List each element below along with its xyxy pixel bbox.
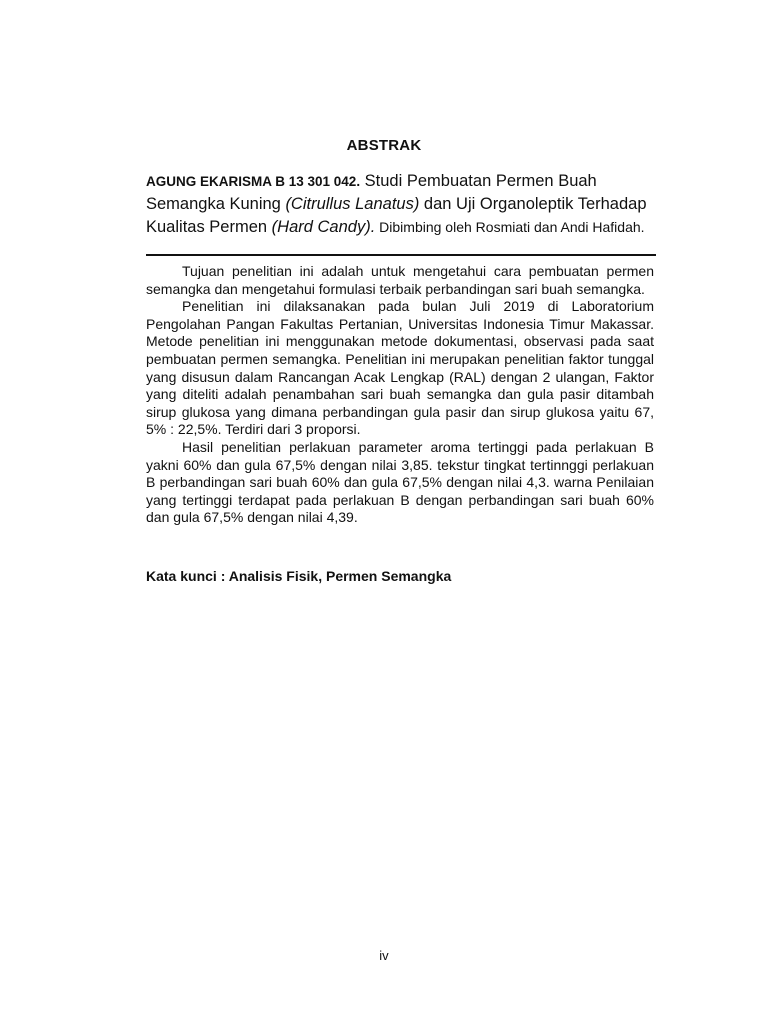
page-title: ABSTRAK xyxy=(346,137,422,154)
abstract-paragraph-results: Hasil penelitian perlakuan parameter aroma tertinggi pada perlakuan B yakni 60% dan gula 67,5% dengan nilai 3,85. tekstur tingkat tertinnggi perlakuan B perbandingan sari buah 60% dan gula 67,5% dengan nilai 4,3. warna Penilaian yang tertinggi terdapat pada perlakuan B dengan perbandingan sari buah 60% dan gula 67,5% dengan nilai 4,39. xyxy=(146,438,654,526)
abstract-paragraph-method: Penelitian ini dilaksanakan pada bulan Juli 2019 di Laboratorium Pengolahan Pangan Fakultas Pertanian, Universitas Indonesia Timur Makassar. Metode penelitian ini menggunakan metode dokumentasi, observasi pada saat pembuatan permen semangka. Penelitian ini merupakan penelitian faktor tunggal yang disusun dalam Rancangan Acak Lengkap (RAL) dengan 2 ulangan, Faktor yang diteliti adalah penambahan sari buah semangka dan gula pasir ditambah sirup glukosa yang dimana perbandingan gula pasir dan sirup glukosa yaitu 67, 5% : 22,5%. Terdiri dari 3 proporsi. xyxy=(146,298,654,438)
abstract-paragraph-objective: Tujuan penelitian ini adalah untuk mengetahui cara pembuatan permen semangka dan mengetahui formulasi terbaik perbandingan sari buah semangka. xyxy=(146,263,654,297)
citation-header xyxy=(146,170,658,239)
author-line: AGUNG EKARISMA B 13 301 042. xyxy=(146,174,361,189)
thesis-title-part-1: Studi Pembuatan Permen Buah Semangka Kuning xyxy=(146,172,597,213)
thesis-title-english: (Hard Candy). xyxy=(271,218,376,236)
thesis-title-latin-name: (Citrullus Lanatus) xyxy=(285,195,420,213)
keywords-line: Kata kunci : Analisis Fisik, Permen Semangka xyxy=(146,568,452,584)
thesis-title-part-2: dan Uji Organoleptik Terhadap Kualitas Permen xyxy=(146,195,647,236)
header-divider xyxy=(146,254,656,256)
abstract-body xyxy=(146,263,654,527)
page-number: iv xyxy=(379,948,389,963)
supervisors-line: Dibimbing oleh Rosmiati dan Andi Hafidah. xyxy=(375,219,645,235)
